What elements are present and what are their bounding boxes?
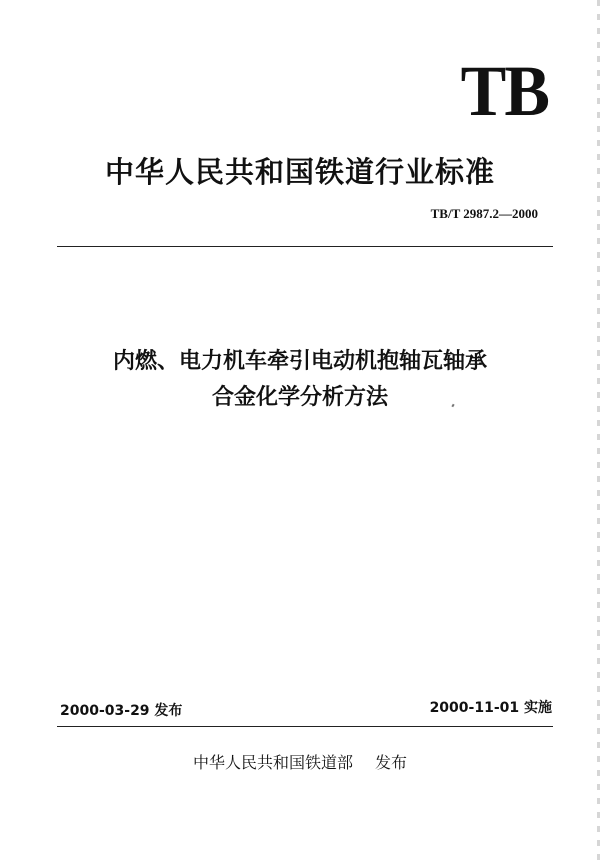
effective-date: 2000-11-01 实施 — [429, 700, 552, 716]
standard-code: TB/T 2987.2—2000 — [430, 206, 538, 221]
top-divider — [57, 246, 553, 247]
issuer-action: 发布 — [375, 753, 408, 772]
issue-date: 2000-03-29 发布 — [60, 703, 183, 719]
issuer-line — [0, 750, 600, 773]
bottom-divider — [57, 726, 553, 727]
document-title-line-2: 合金化学分析方法 — [211, 385, 388, 410]
issuer-name: 中华人民共和国铁道部 — [192, 753, 353, 772]
document-title-line-1: 内燃、电力机车牵引电动机抱轴瓦轴承 — [112, 349, 487, 374]
standard-category-title: 中华人民共和国铁道行业标准 — [104, 155, 495, 189]
tb-logo: TB — [460, 51, 548, 131]
document-title — [0, 344, 600, 416]
